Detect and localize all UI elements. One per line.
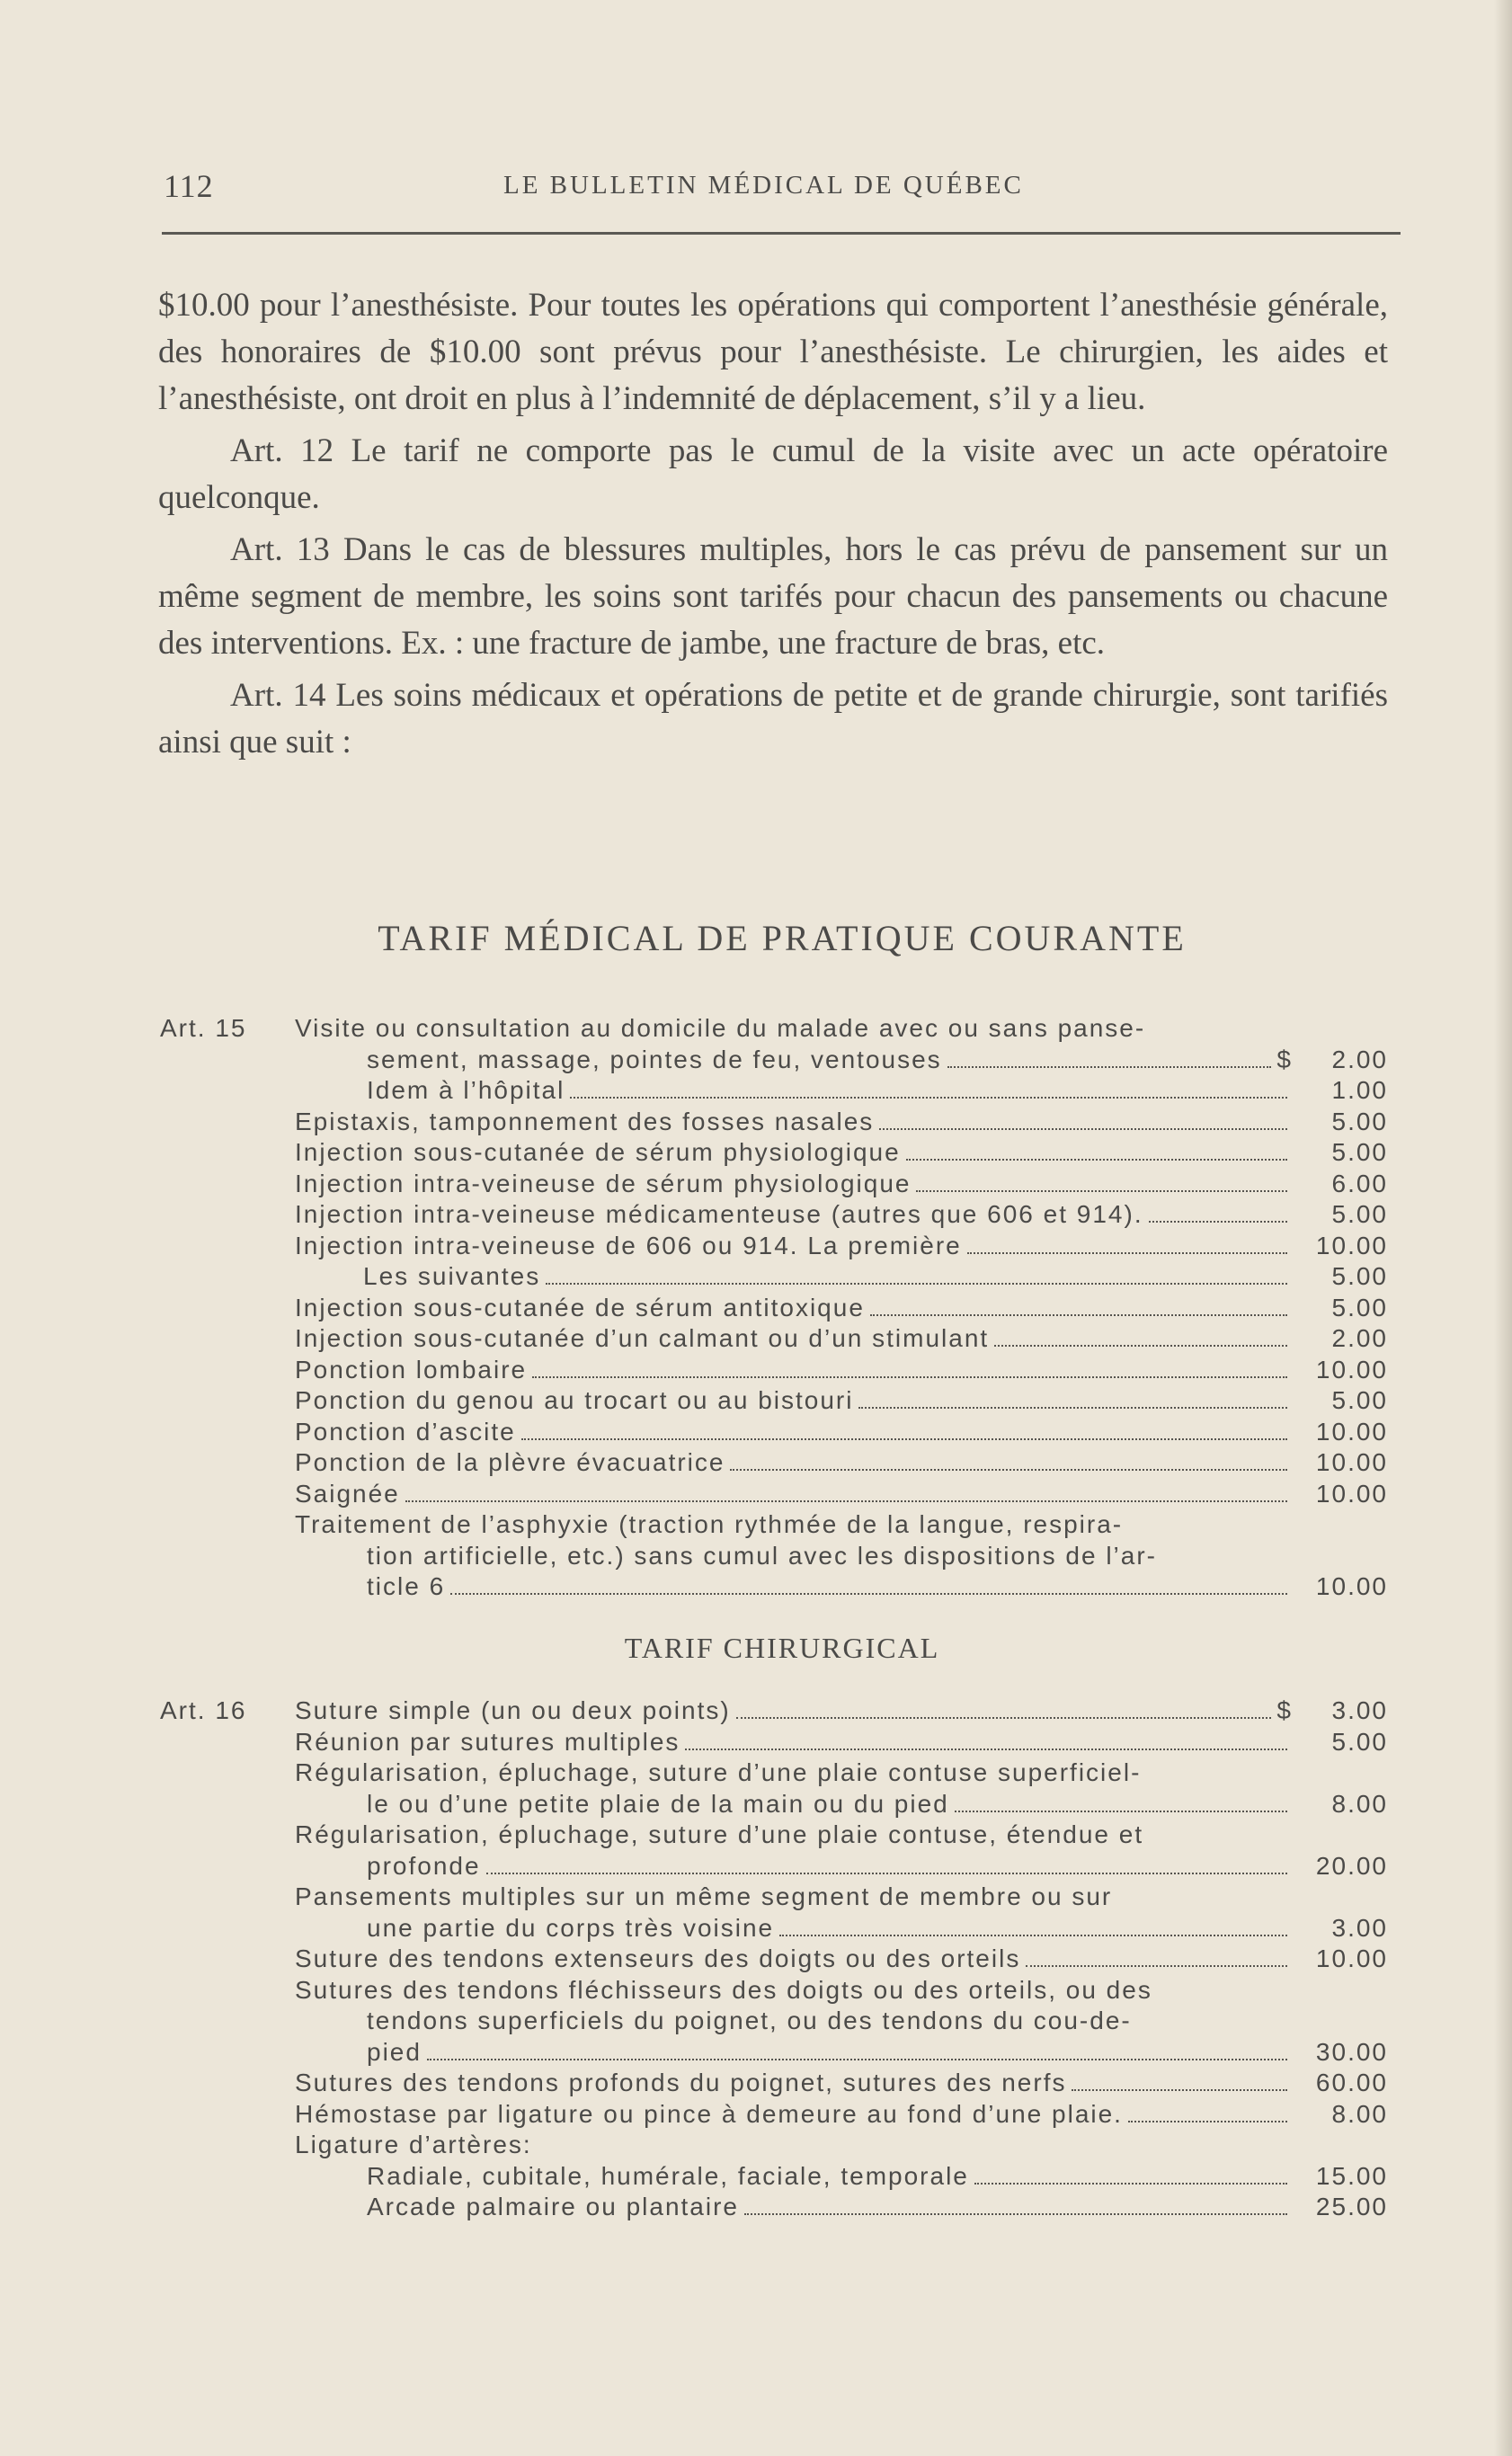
row-content bbox=[367, 2037, 1388, 2069]
table-row bbox=[160, 1571, 1388, 1603]
dot-leader bbox=[974, 2183, 1287, 2185]
row-amount: 5.00 bbox=[1331, 1727, 1388, 1756]
dot-leader bbox=[879, 1128, 1287, 1130]
row-content bbox=[295, 1447, 1388, 1479]
currency-sign: $ bbox=[1276, 1696, 1293, 1724]
table-row bbox=[160, 1013, 1388, 1045]
row-amount: 10.00 bbox=[1315, 1355, 1388, 1384]
dot-leader bbox=[730, 1469, 1287, 1471]
row-text: Régularisation, épluchage, suture d’une plaie contuse, étendue et bbox=[295, 1820, 1144, 1848]
row-amount: 5.00 bbox=[1331, 1107, 1388, 1135]
row-content bbox=[367, 1789, 1388, 1820]
row-amount: 3.00 bbox=[1331, 1913, 1388, 1942]
row-amount: 10.00 bbox=[1315, 1479, 1388, 1508]
row-label: Injection sous-cutanée d’un calmant ou d’un stimulant bbox=[295, 1324, 990, 1352]
paragraph-art-13: Art. 13 Dans le cas de blessures multiples, hors le cas prévu de pansement sur un même segment de membre, les soins sont tarifés pour chacun des pansements ou chacune des interventions. Ex. : une fracture de jambe, une fracture de bras, etc. bbox=[158, 531, 1388, 662]
dot-leader bbox=[779, 1935, 1287, 1936]
row-label: Epistaxis, tamponnement des fosses nasales bbox=[295, 1107, 875, 1135]
row-amount: 30.00 bbox=[1315, 2037, 1388, 2066]
row-amount: 6.00 bbox=[1331, 1169, 1388, 1197]
row-label: Sutures des tendons profonds du poignet, sutures des nerfs bbox=[295, 2069, 1067, 2096]
table-row bbox=[160, 1075, 1388, 1107]
table-row bbox=[160, 1385, 1388, 1417]
tarif-medical-title: TARIF MÉDICAL DE PRATIQUE COURANTE bbox=[378, 918, 1187, 958]
row-content bbox=[367, 2006, 1388, 2037]
row-amount: 10.00 bbox=[1315, 1417, 1388, 1446]
dot-leader bbox=[906, 1159, 1287, 1161]
dot-leader bbox=[450, 1593, 1287, 1595]
dot-leader bbox=[736, 1717, 1272, 1719]
row-label: Injection sous-cutanée de sérum antitoxique bbox=[295, 1293, 865, 1321]
row-label: Réunion par sutures multiples bbox=[295, 1727, 680, 1756]
row-content bbox=[295, 1757, 1388, 1789]
tarif-medical-table bbox=[160, 1013, 1388, 1603]
table-row bbox=[160, 1944, 1388, 1975]
row-amount: 20.00 bbox=[1315, 1851, 1388, 1880]
row-content bbox=[367, 1541, 1388, 1572]
row-content bbox=[295, 1944, 1388, 1975]
row-amount: 3.00 bbox=[1331, 1696, 1388, 1724]
row-content bbox=[295, 1882, 1388, 1913]
paragraph-art-14: Art. 14 Les soins médicaux et opérations de petite et de grande chirurgie, sont tarifiés ainsi que suit : bbox=[158, 677, 1388, 761]
row-amount: 25.00 bbox=[1315, 2193, 1388, 2220]
dot-leader bbox=[521, 1438, 1287, 1440]
row-content bbox=[367, 2192, 1388, 2223]
row-label: ticle 6 bbox=[367, 1572, 446, 1600]
row-label: Saignée bbox=[295, 1479, 400, 1508]
table-row bbox=[160, 1727, 1388, 1758]
table-row bbox=[160, 1137, 1388, 1169]
table-row bbox=[160, 1447, 1388, 1479]
row-amount: 10.00 bbox=[1315, 1572, 1388, 1600]
row-content bbox=[363, 1261, 1388, 1293]
row-content bbox=[295, 2130, 1388, 2161]
row-content bbox=[367, 1851, 1388, 1882]
row-content bbox=[295, 1385, 1388, 1417]
table-row bbox=[160, 1107, 1388, 1138]
row-content bbox=[295, 1820, 1388, 1851]
table-row bbox=[160, 1479, 1388, 1510]
row-content bbox=[295, 2099, 1388, 2131]
row-text: Sutures des tendons fléchisseurs des doigts ou des orteils, ou des bbox=[295, 1975, 1152, 2004]
body-text bbox=[158, 282, 1388, 771]
table-row bbox=[160, 1199, 1388, 1231]
dot-leader bbox=[570, 1097, 1287, 1099]
row-content bbox=[295, 1013, 1388, 1045]
row-amount: 15.00 bbox=[1315, 2161, 1388, 2190]
row-label: le ou d’une petite plaie de la main ou du pied bbox=[367, 1789, 949, 1818]
row-amount: 5.00 bbox=[1331, 1138, 1388, 1166]
dot-leader bbox=[955, 1811, 1287, 1812]
row-content bbox=[295, 1355, 1388, 1386]
row-content bbox=[295, 1137, 1388, 1169]
row-amount: 5.00 bbox=[1331, 1262, 1388, 1290]
table-row bbox=[160, 1231, 1388, 1262]
dot-leader bbox=[1149, 1221, 1287, 1223]
row-amount: 5.00 bbox=[1331, 1293, 1388, 1321]
row-label: Ponction d’ascite bbox=[295, 1417, 516, 1446]
table-row bbox=[160, 2037, 1388, 2069]
row-content bbox=[367, 1913, 1388, 1944]
dot-leader bbox=[546, 1283, 1287, 1285]
tarif-chirurgical-title: TARIF CHIRURGICAL bbox=[624, 1632, 940, 1664]
table-row bbox=[160, 2099, 1388, 2131]
dot-leader bbox=[532, 1376, 1287, 1378]
row-amount: 5.00 bbox=[1331, 1200, 1388, 1228]
row-content bbox=[295, 1107, 1388, 1138]
row-label: Ponction de la plèvre évacuatrice bbox=[295, 1448, 725, 1476]
paragraph-art-12: Art. 12 Le tarif ne comporte pas le cumul de la visite avec un acte opératoire quelconque. bbox=[158, 432, 1388, 516]
row-text: Traitement de l’asphyxie (traction rythmée de la langue, respira- bbox=[295, 1510, 1124, 1538]
row-label: Suture des tendons extenseurs des doigts ou des orteils bbox=[295, 1944, 1021, 1972]
article-label: Art. 15 bbox=[160, 1014, 247, 1042]
dot-leader bbox=[486, 1873, 1287, 1874]
dot-leader bbox=[858, 1407, 1287, 1409]
paragraph-continuation: $10.00 pour l’anesthésiste. Pour toutes les opérations qui comportent l’anesthésie générale, des honoraires de $10.00 sont prévus pour l’anesthésiste. Le chirurgien, les aides et l’anesthésiste, ont droit en plus à l’indemnité de déplacement, s’il y a lieu. bbox=[158, 287, 1388, 417]
table-row bbox=[160, 1169, 1388, 1200]
row-label: Injection intra-veineuse de 606 ou 914. La première bbox=[295, 1231, 962, 1259]
row-label: sement, massage, pointes de feu, ventouses bbox=[367, 1045, 942, 1073]
row-content bbox=[295, 1727, 1388, 1758]
row-label: Hémostase par ligature ou pince à demeure au fond d’une plaie. bbox=[295, 2099, 1123, 2128]
article-label: Art. 16 bbox=[160, 1696, 247, 1724]
table-row bbox=[160, 1355, 1388, 1386]
row-label: Suture simple (un ou deux points) bbox=[295, 1696, 731, 1724]
row-label: Injection intra-veineuse médicamenteuse (autres que 606 et 914). bbox=[295, 1200, 1143, 1228]
row-content bbox=[295, 2068, 1388, 2099]
table-row bbox=[160, 1975, 1388, 2007]
table-row bbox=[160, 1261, 1388, 1293]
table-row bbox=[160, 2130, 1388, 2161]
table-row bbox=[160, 1045, 1388, 1076]
tarif-chirurgical-table bbox=[160, 1695, 1388, 2223]
table-row bbox=[160, 1757, 1388, 1789]
dot-leader bbox=[870, 1314, 1287, 1316]
row-label: Arcade palmaire ou plantaire bbox=[367, 2193, 739, 2220]
table-row bbox=[160, 2068, 1388, 2099]
row-amount: 2.00 bbox=[1331, 1324, 1388, 1352]
row-amount: 60.00 bbox=[1315, 2069, 1388, 2096]
table-row bbox=[160, 2161, 1388, 2193]
row-label: Injection intra-veineuse de sérum physiologique bbox=[295, 1169, 912, 1197]
running-title: LE BULLETIN MÉDICAL DE QUÉBEC bbox=[503, 171, 1024, 200]
row-label: Ponction du genou au trocart ou au bistouri bbox=[295, 1386, 854, 1414]
row-content bbox=[367, 1075, 1388, 1107]
row-text: Régularisation, épluchage, suture d’une plaie contuse superficiel- bbox=[295, 1758, 1142, 1786]
row-content bbox=[295, 1509, 1388, 1541]
page-edge-shadow bbox=[1494, 0, 1512, 2456]
dot-leader bbox=[1072, 2089, 1287, 2091]
dot-leader bbox=[405, 1500, 1287, 1502]
row-content bbox=[295, 1417, 1388, 1448]
table-row bbox=[160, 1882, 1388, 1913]
row-text: Pansements multiples sur un même segment de membre ou sur bbox=[295, 1882, 1113, 1910]
row-content bbox=[295, 1323, 1388, 1355]
row-label: Ponction lombaire bbox=[295, 1355, 528, 1384]
row-amount: 10.00 bbox=[1315, 1448, 1388, 1476]
row-label: pied bbox=[367, 2037, 422, 2066]
row-content bbox=[295, 1695, 1388, 1727]
dot-leader bbox=[744, 2213, 1287, 2215]
table-row bbox=[160, 1913, 1388, 1944]
table-row bbox=[160, 2192, 1388, 2223]
row-text: Visite ou consultation au domicile du malade avec ou sans panse- bbox=[295, 1014, 1146, 1042]
row-label: Radiale, cubitale, humérale, faciale, temporale bbox=[367, 2161, 969, 2190]
row-label: une partie du corps très voisine bbox=[367, 1913, 775, 1942]
row-label: profonde bbox=[367, 1851, 481, 1880]
row-content bbox=[367, 2161, 1388, 2193]
dot-leader bbox=[1026, 1965, 1287, 1967]
table-row bbox=[160, 1851, 1388, 1882]
dot-leader bbox=[967, 1252, 1287, 1254]
dot-leader bbox=[427, 2059, 1287, 2060]
dot-leader bbox=[916, 1190, 1287, 1192]
row-text: tion artificielle, etc.) sans cumul avec les dispositions de l’ar- bbox=[367, 1541, 1157, 1570]
row-amount: 8.00 bbox=[1331, 1789, 1388, 1818]
page-number: 112 bbox=[164, 168, 214, 204]
table-row bbox=[160, 1509, 1388, 1541]
table-row bbox=[160, 1820, 1388, 1851]
row-label: Injection sous-cutanée de sérum physiologique bbox=[295, 1138, 901, 1166]
table-row bbox=[160, 1789, 1388, 1820]
row-content bbox=[295, 1169, 1388, 1200]
row-content bbox=[367, 1045, 1388, 1076]
row-content bbox=[367, 1571, 1388, 1603]
row-content bbox=[295, 1479, 1388, 1510]
dot-leader bbox=[947, 1066, 1272, 1068]
row-amount: 10.00 bbox=[1315, 1231, 1388, 1259]
row-amount: 8.00 bbox=[1331, 2099, 1388, 2128]
row-text: Ligature d’artères: bbox=[295, 2131, 532, 2158]
row-content bbox=[295, 1231, 1388, 1262]
dot-leader bbox=[994, 1345, 1287, 1347]
row-amount: 1.00 bbox=[1331, 1076, 1388, 1104]
row-content bbox=[295, 1293, 1388, 1324]
row-amount: 2.00 bbox=[1331, 1045, 1388, 1073]
row-label: Idem à l’hôpital bbox=[367, 1076, 565, 1104]
table-row bbox=[160, 1323, 1388, 1355]
dot-leader bbox=[1128, 2121, 1287, 2122]
currency-sign: $ bbox=[1276, 1045, 1293, 1073]
row-text: tendons superficiels du poignet, ou des tendons du cou-de- bbox=[367, 2007, 1132, 2034]
row-label: Les suivantes bbox=[363, 1262, 541, 1290]
row-content bbox=[295, 1199, 1388, 1231]
table-row bbox=[160, 1541, 1388, 1572]
row-amount: 5.00 bbox=[1331, 1386, 1388, 1414]
table-row bbox=[160, 1293, 1388, 1324]
table-row bbox=[160, 1695, 1388, 1727]
row-amount: 10.00 bbox=[1315, 1944, 1388, 1972]
table-row bbox=[160, 1417, 1388, 1448]
table-row bbox=[160, 2006, 1388, 2037]
header-rule bbox=[162, 232, 1401, 235]
page-header bbox=[162, 167, 1402, 203]
row-content bbox=[295, 1975, 1388, 2007]
dot-leader bbox=[685, 1749, 1287, 1750]
